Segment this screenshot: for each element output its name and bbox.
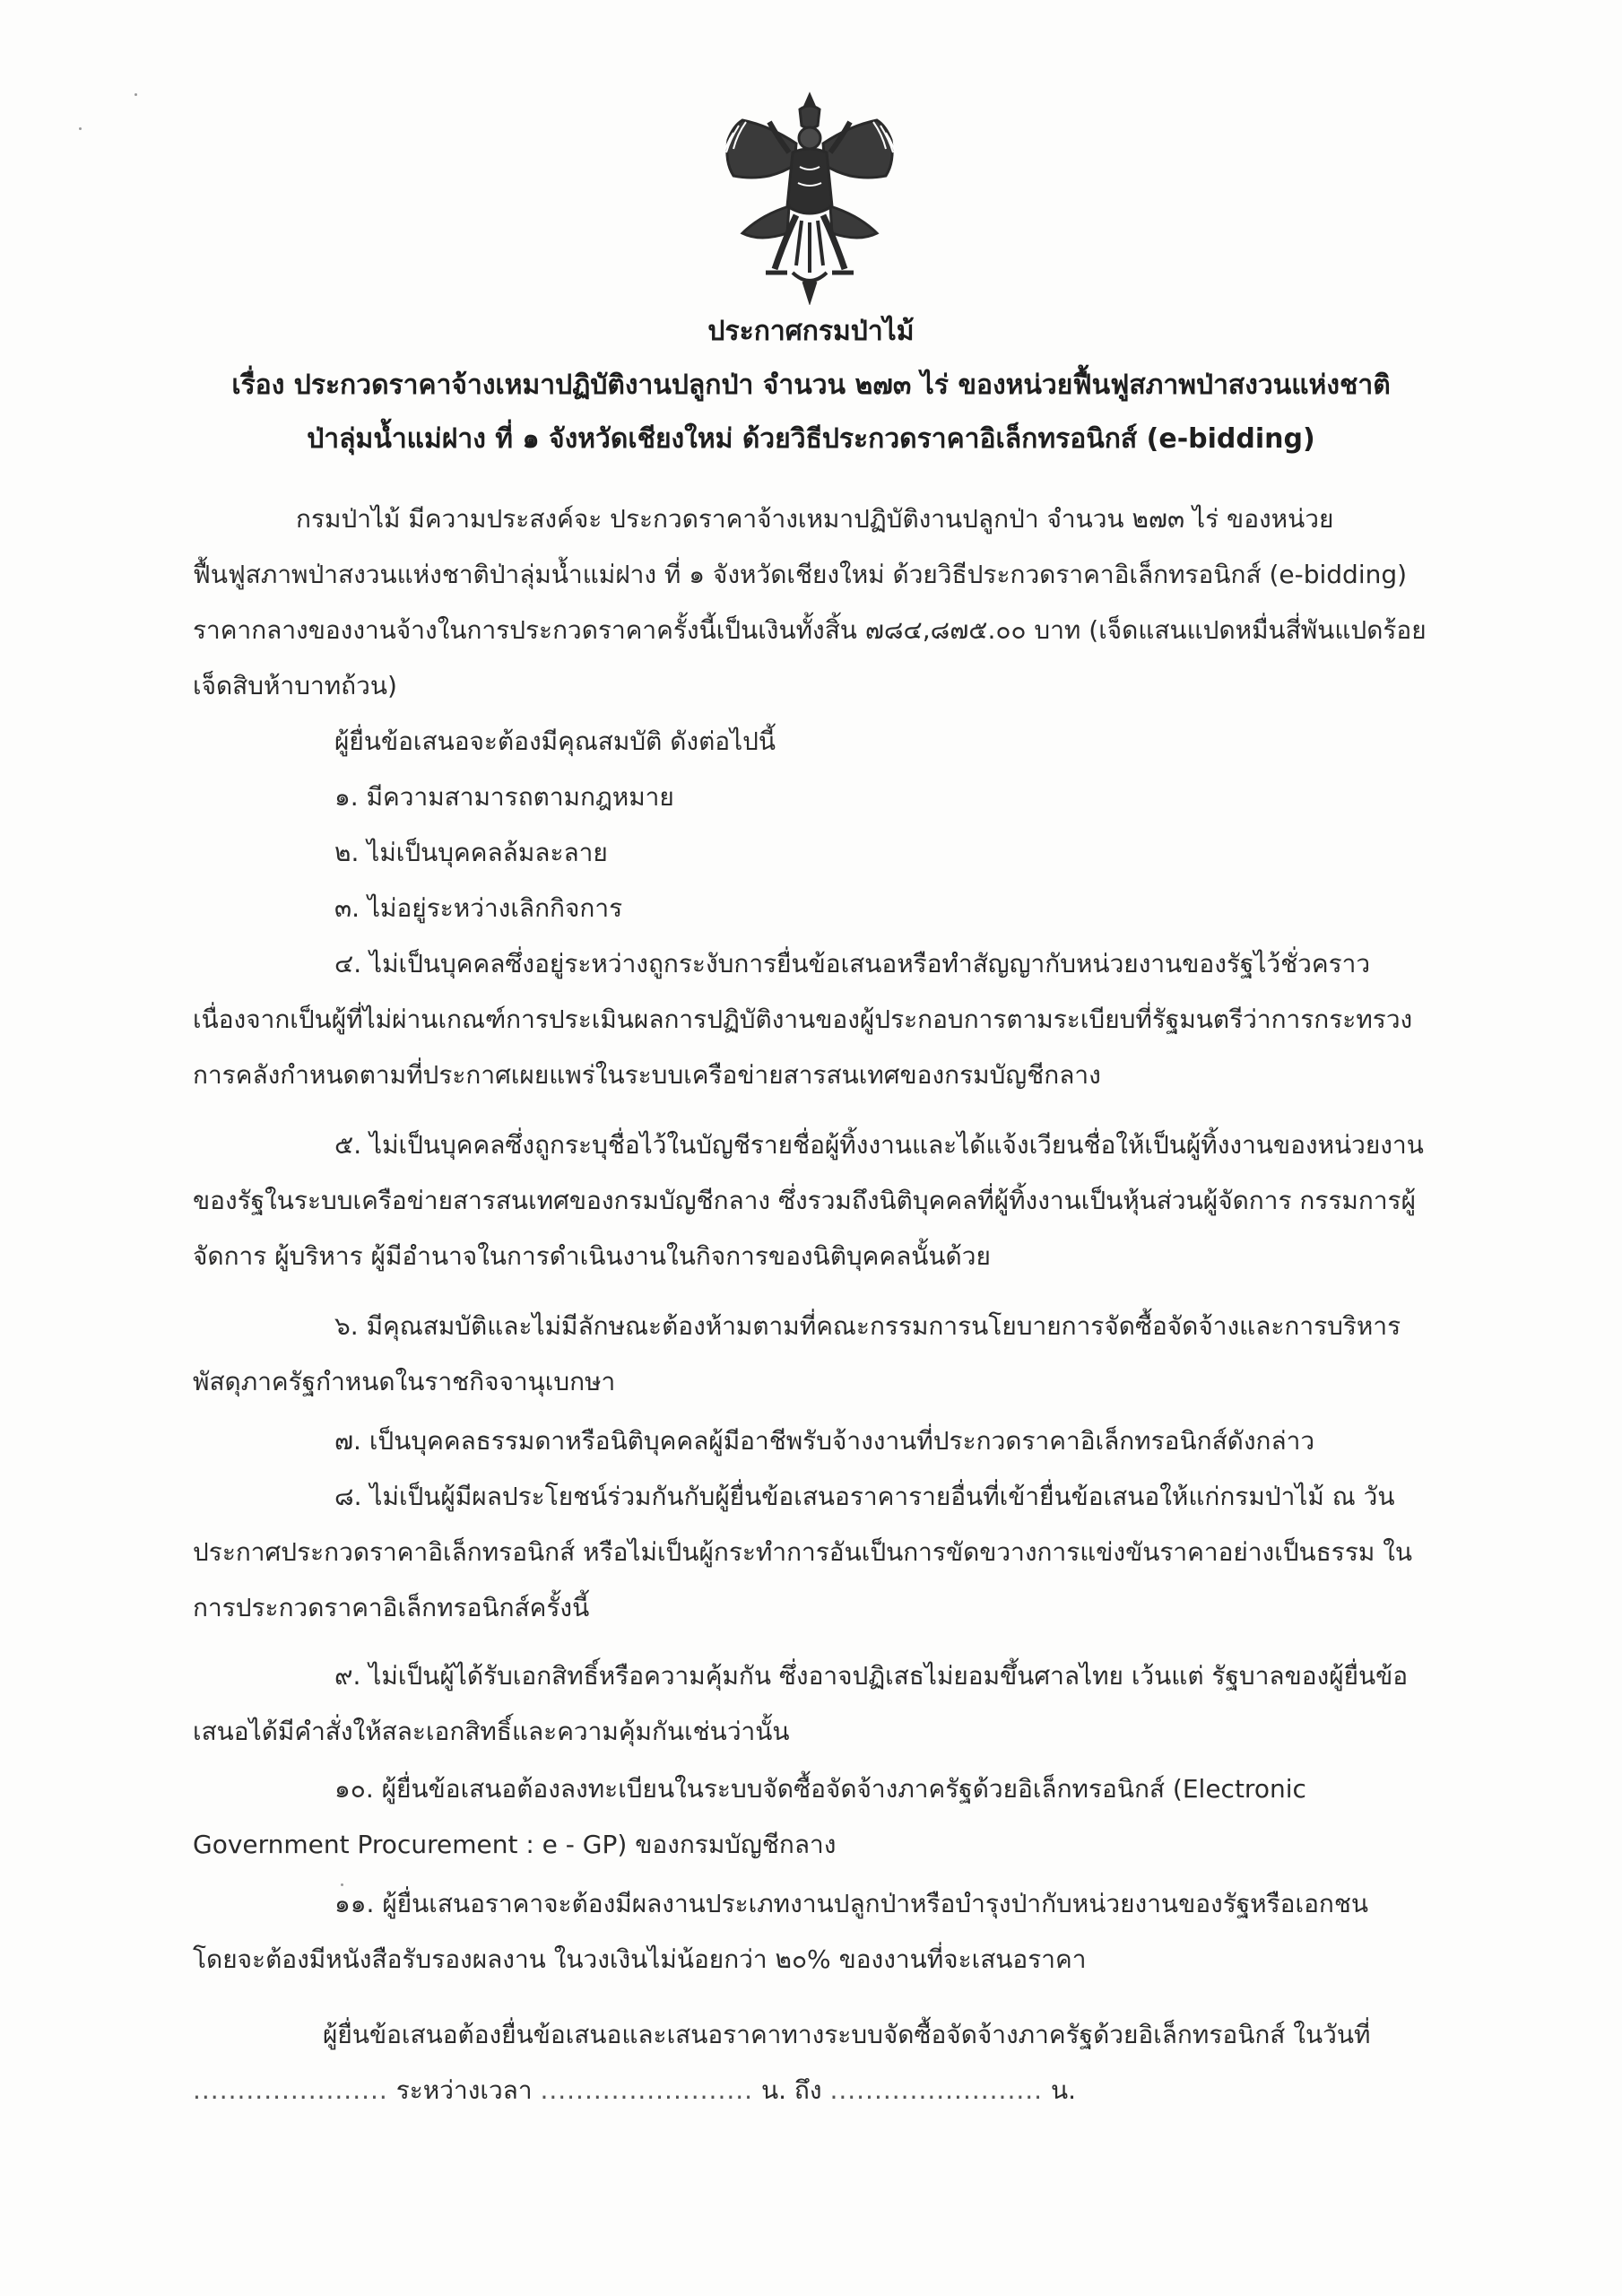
qualification-item-4: ๔. ไม่เป็นบุคคลซึ่งอยู่ระหว่างถูกระงับการยื่นข้อเสนอหรือทำสัญญากับหน่วยงานของรัฐไว้ชั่วคราว — [334, 949, 1371, 978]
qualification-item-2: ๒. ไม่เป็นบุคคลล้มละลาย — [334, 838, 608, 867]
qualification-item-3: ๓. ไม่อยู่ระหว่างเลิกกิจการ — [334, 893, 623, 923]
submission-date-line: ผู้ยื่นข้อเสนอต้องยื่นข้อเสนอและเสนอราคาทางระบบจัดซื้อจัดจ้างภาครัฐด้วยอิเล็กทรอนิกส์ ในวันที่ — [323, 2020, 1371, 2049]
body-line: การประกวดราคาอิเล็กทรอนิกส์ครั้งนี้ — [193, 1593, 590, 1622]
body-line: เจ็ดสิบห้าบาทถ้วน) — [193, 671, 397, 700]
subject-line-2: ป่าลุ่มน้ำแม่ฝาง ที่ ๑ จังหวัดเชียงใหม่ ด้วยวิธีประกวดราคาอิเล็กทรอนิกส์ (e-bidding) — [307, 423, 1315, 455]
qualifications-intro: ผู้ยื่นข้อเสนอจะต้องมีคุณสมบัติ ดังต่อไปนี้ — [334, 726, 776, 756]
body-line: ประกาศประกวดราคาอิเล็กทรอนิกส์ หรือไม่เป็นผู้กระทำการอันเป็นการขัดขวางการแข่งขันราคาอย่างเป็นธรรม ใน — [193, 1537, 1413, 1567]
scan-speck — [79, 127, 82, 130]
body-line: พัสดุภาครัฐกำหนดในราชกิจจานุเบกษา — [193, 1367, 616, 1396]
garuda-emblem-icon — [707, 90, 913, 305]
end-time-blank: ........................ — [829, 2075, 1044, 2105]
body-line: กรมป่าไม้ มีความประสงค์จะ ประกวดราคาจ้างเหมาปฏิบัติงานปลูกป่า จำนวน ๒๗๓ ไร่ ของหน่วย — [296, 504, 1334, 534]
qualification-item-1: ๑. มีความสามารถตามกฎหมาย — [334, 782, 674, 812]
qualification-item-10: ๑๐. ผู้ยื่นข้อเสนอต้องลงทะเบียนในระบบจัดซื้อจัดจ้างภาครัฐด้วยอิเล็กทรอนิกส์ (Electronic — [334, 1774, 1306, 1804]
announcement-title: ประกาศกรมป่าไม้ — [707, 316, 915, 347]
time-unit-to-label: น. ถึง — [760, 2075, 822, 2105]
qualification-item-5: ๕. ไม่เป็นบุคคลซึ่งถูกระบุชื่อไว้ในบัญชีรายชื่อผู้ทิ้งงานและได้แจ้งเวียนชื่อให้เป็นผู้ทิ้งงานของหน่วยงาน — [334, 1130, 1424, 1160]
subject-line-1: เรื่อง ประกวดราคาจ้างเหมาปฏิบัติงานปลูกป่า จำนวน ๒๗๓ ไร่ ของหน่วยฟื้นฟูสภาพป่าสงวนแห่งชาติ — [231, 370, 1391, 401]
scan-speck — [134, 93, 137, 96]
body-line: ราคากลางของงานจ้างในการประกวดราคาครั้งนี้เป็นเงินทั้งสิ้น ๗๘๔,๘๗๕.๐๐ บาท (เจ็ดแสนแปดหมื่นสี่พันแปดร้อย — [193, 615, 1427, 645]
body-line: เนื่องจากเป็นผู้ที่ไม่ผ่านเกณฑ์การประเมินผลการปฏิบัติงานของผู้ประกอบการตามระเบียบที่รัฐมนตรีว่าการกระทรวง — [193, 1004, 1413, 1034]
qualification-item-9: ๙. ไม่เป็นผู้ได้รับเอกสิทธิ์หรือความคุ้มกัน ซึ่งอาจปฏิเสธไม่ยอมขึ้นศาลไทย เว้นแต่ รัฐบาลของผู้ยื่นข้อ — [334, 1661, 1409, 1691]
qualification-item-6: ๖. มีคุณสมบัติและไม่มีลักษณะต้องห้ามตามที่คณะกรรมการนโยบายการจัดซื้อจัดจ้างและการบริหาร — [334, 1311, 1401, 1341]
qualification-item-8: ๘. ไม่เป็นผู้มีผลประโยชน์ร่วมกันกับผู้ยื่นข้อเสนอราคารายอื่นที่เข้ายื่นข้อเสนอให้แก่กรมป่าไม้ ณ วัน — [334, 1482, 1395, 1511]
time-unit-label: น. — [1050, 2075, 1077, 2105]
body-line: Government Procurement : e - GP) ของกรมบัญชีกลาง — [193, 1830, 837, 1859]
date-blank: ...................... — [193, 2075, 388, 2105]
body-line: โดยจะต้องมีหนังสือรับรองผลงาน ในวงเงินไม่น้อยกว่า ๒๐% ของงานที่จะเสนอราคา — [193, 1944, 1087, 1974]
scan-speck — [341, 1883, 343, 1886]
qualification-item-11: ๑๑. ผู้ยื่นเสนอราคาจะต้องมีผลงานประเภทงานปลูกป่าหรือบำรุงป่ากับหน่วยงานของรัฐหรือเอกชน — [334, 1889, 1368, 1918]
body-line: ของรัฐในระบบเครือข่ายสารสนเทศของกรมบัญชีกลาง ซึ่งรวมถึงนิติบุคคลที่ผู้ทิ้งงานเป็นหุ้นส่วนผู้จัดการ กรรมการผู้ — [193, 1186, 1417, 1215]
body-line: เสนอได้มีคำสั่งให้สละเอกสิทธิ์และความคุ้มกันเช่นว่านั้น — [193, 1717, 790, 1746]
body-line: ฟื้นฟูสภาพป่าสงวนแห่งชาติป่าลุ่มน้ำแม่ฝาง ที่ ๑ จังหวัดเชียงใหม่ ด้วยวิธีประกวดราคาอิเล็กทรอนิกส์ (e-bidding) — [193, 560, 1408, 589]
submission-time-line — [193, 2074, 1076, 2108]
qualification-item-7: ๗. เป็นบุคคลธรรมดาหรือนิติบุคคลผู้มีอาชีพรับจ้างงานที่ประกวดราคาอิเล็กทรอนิกส์ดังกล่าว — [334, 1426, 1315, 1456]
time-between-label: ระหว่างเวลา — [395, 2075, 533, 2105]
body-line: การคลังกำหนดตามที่ประกาศเผยแพร่ในระบบเครือข่ายสารสนเทศของกรมบัญชีกลาง — [193, 1060, 1101, 1090]
body-line: จัดการ ผู้บริหาร ผู้มีอำนาจในการดำเนินงานในกิจการของนิติบุคคลนั้นด้วย — [193, 1241, 991, 1271]
start-time-blank: ........................ — [540, 2075, 754, 2105]
